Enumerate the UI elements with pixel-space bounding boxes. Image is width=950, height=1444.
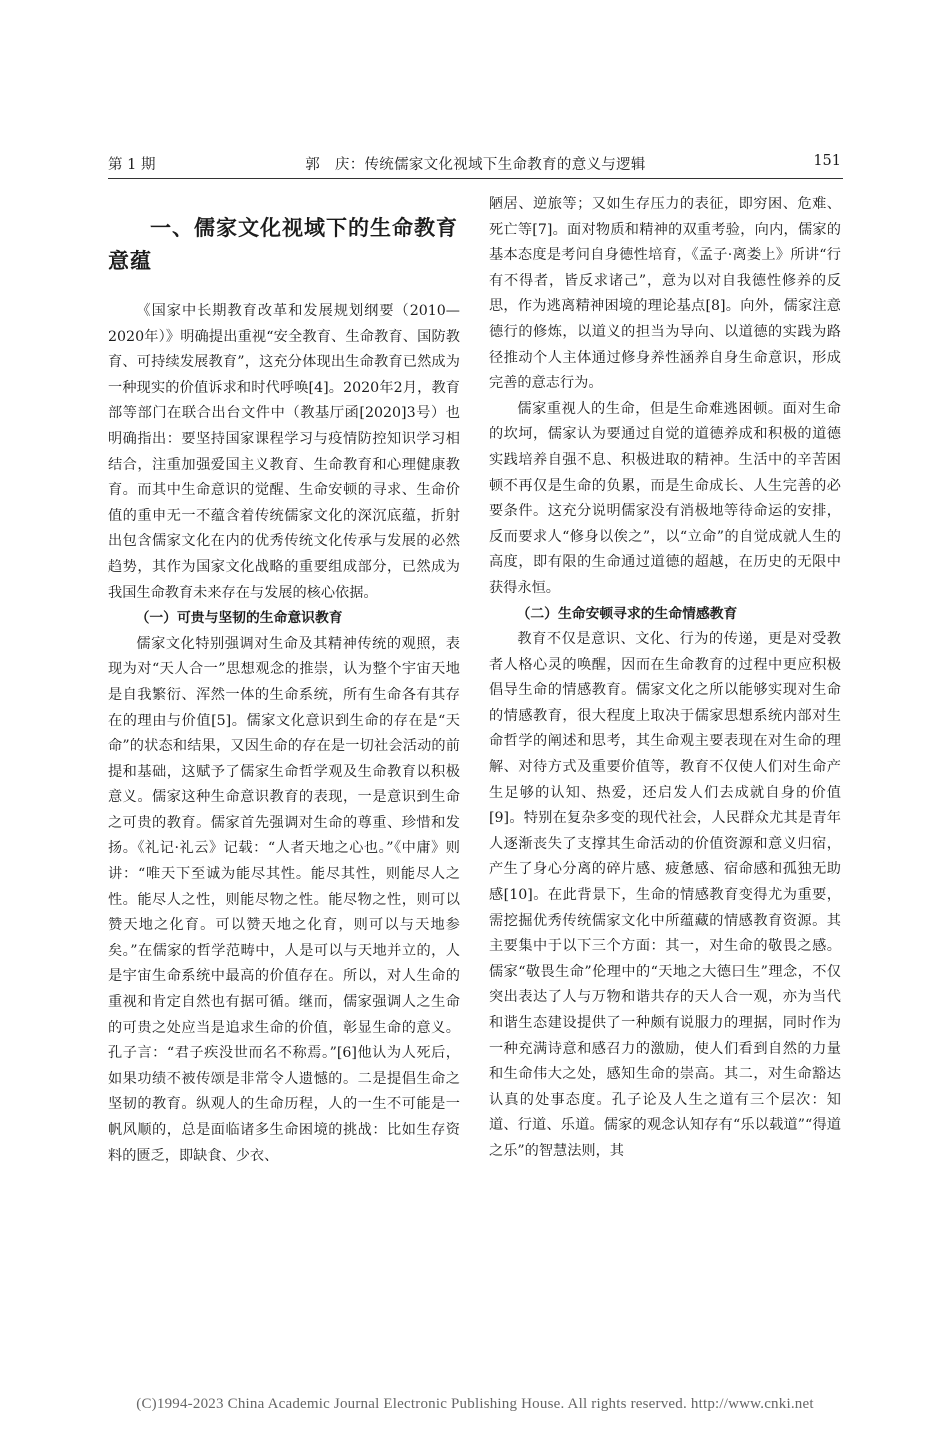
body-paragraph-continued: 陋居、逆旅等；又如生存压力的表征，即穷困、危难、死亡等[7]。面对物质和精神的双重考验，向内，儒家的基本态度是考问自身德性培育，《孟子·离娄上》所讲“行有不得者，皆反求诸己”，意为以对自我德性修养的反思，作为逃离精神困境的理论基点[8]。向外，儒家注意德行的修炼，以道义的担当为导向、以道德的实践为路径推动个人主体通过修身养性涵养自身生命意识，形成完善的意志行为。 bbox=[489, 196, 841, 392]
issue-number: 第 1 期 bbox=[108, 157, 156, 173]
left-column bbox=[108, 192, 460, 1169]
subsection-heading: （二）生命安顿寻求的生命情感教育 bbox=[516, 605, 738, 622]
subsection-heading: （一）可贵与坚韧的生命意识教育 bbox=[135, 610, 343, 627]
body-paragraph: 教育不仅是意识、文化、行为的传递，更是对受教者人格心灵的唤醒，因而在生命教育的过程中更应积极倡导生命的情感教育。儒家文化之所以能够实现对生命的情感教育，很大程度上取决于儒家思想系统内部对生命哲学的阐述和思考，其生命观主要表现在对生命的理解、对待方式及重要价值等，教育不仅使人们对生命产生足够的认知、热爱，还启发人们去成就自身的价值[9]。特别在复杂多变的现代社会，人民群众尤其是青年人逐渐丧失了支撑其生命活动的价值资源和意义归宿，产生了身心分离的碎片感、疲惫感、宿命感和孤独无助感[10]。在此背景下，生命的情感教育变得尤为重要，需挖掘优秀传统儒家文化中所蕴藏的情感教育资源。其主要集中于以下三个方面：其一，对生命的敬畏之感。儒家“敬畏生命”伦理中的“天地之大德曰生”理念，不仅突出表达了人与万物和谐共存的天人合一观，亦为当代和谐生态建设提供了一种颇有说服力的理据，同时作为一种充满诗意和感召力的激励，使人们看到自然的力量和生命伟大之处，感知生命的崇高。其二，对生命豁达认真的处事态度。孔子论及人生之道有三个层次：知道、行道、乐道。儒家的观念认知存有“乐以载道”“得道之乐”的智慧法则，其 bbox=[489, 631, 841, 1159]
body-paragraph: 儒家重视人的生命，但是生命难逃困顿。面对生命的坎坷，儒家认为要通过自觉的道德养成和积极的道德实践培养自强不息、积极进取的精神。生活中的辛苦困顿不再仅是生命的负累，而是生命成长、人生完善的必要条件。这充分说明儒家没有消极地等待命运的安排，反而要求人“修身以俟之”，以“立命”的自觉成就人生的高度，即有限的生命通过道德的超越，在历史的无限中获得永恒。 bbox=[489, 400, 841, 596]
right-column bbox=[489, 192, 841, 1165]
body-paragraph: 《国家中长期教育改革和发展规划纲要（2010—2020年）》明确提出重视“安全教育、生命教育、国防教育、可持续发展教育”，这充分体现出生命教育已然成为一种现实的价值诉求和时代呼唤[4]。2020年2月，教育部等部门在联合出台文件中（教基厅函[2020]3号）也明确指出：要坚持国家课程学习与疫情防控知识学习相结合，注重加强爱国主义教育、生命教育和心理健康教育。而其中生命意识的觉醒、生命安顿的寻求、生命价值的重申无一不蕴含着传统儒家文化的深沉底蕴，折射出包含儒家文化在内的优秀传统文化传承与发展的必然趋势，其作为国家文化战略的重要组成部分，已然成为我国生命教育未来存在与发展的核心依据。 bbox=[108, 303, 460, 601]
running-title: 郭 庆：传统儒家文化视域下生命教育的意义与逻辑 bbox=[305, 157, 646, 173]
section-heading: 一、儒家文化视域下的生命教育意蕴 bbox=[108, 216, 458, 273]
running-header bbox=[108, 150, 843, 179]
body-paragraph: 儒家文化特别强调对生命及其精神传统的观照，表现为对“天人合一”思想观念的推崇，认为整个宇宙天地是自我繁衍、浑然一体的生命系统，所有生命各有其存在的理由与价值[5]。儒家文化意识到生命的存在是“天命”的状态和结果，又因生命的存在是一切社会活动的前提和基础，这赋予了儒家生命哲学观及生命教育以积极意义。儒家这种生命意识教育的表现，一是意识到生命之可贵的教育。儒家首先强调对生命的尊重、珍惜和发扬。《礼记·礼云》记载：“人者天地之心也。”《中庸》则讲：“唯天下至诚为能尽其性。能尽其性，则能尽人之性。能尽人之性，则能尽物之性。能尽物之性，则可以赞天地之化育。可以赞天地之化育，则可以与天地参矣。”在儒家的哲学范畴中，人是可以与天地并立的，人是宇宙生命系统中最高的价值存在。所以，对人生命的重视和肯定自然也有据可循。继而，儒家强调人之生命的可贵之处应当是追求生命的价值，彰显生命的意义。孔子言：“君子疾没世而名不称焉。”[6]他认为人死后，如果功绩不被传颂是非常令人遗憾的。二是提倡生命之坚韧的教育。纵观人的生命历程，人的一生不可能是一帆风顺的，总是面临诸多生命困境的挑战：比如生存资料的匮乏，即缺食、少衣、 bbox=[108, 635, 460, 1164]
page-number: 151 bbox=[813, 153, 841, 169]
copyright-footer: (C)1994-2023 China Academic Journal Electronic Publishing House. All rights reserved. http://www.cnki.net bbox=[136, 1396, 814, 1412]
